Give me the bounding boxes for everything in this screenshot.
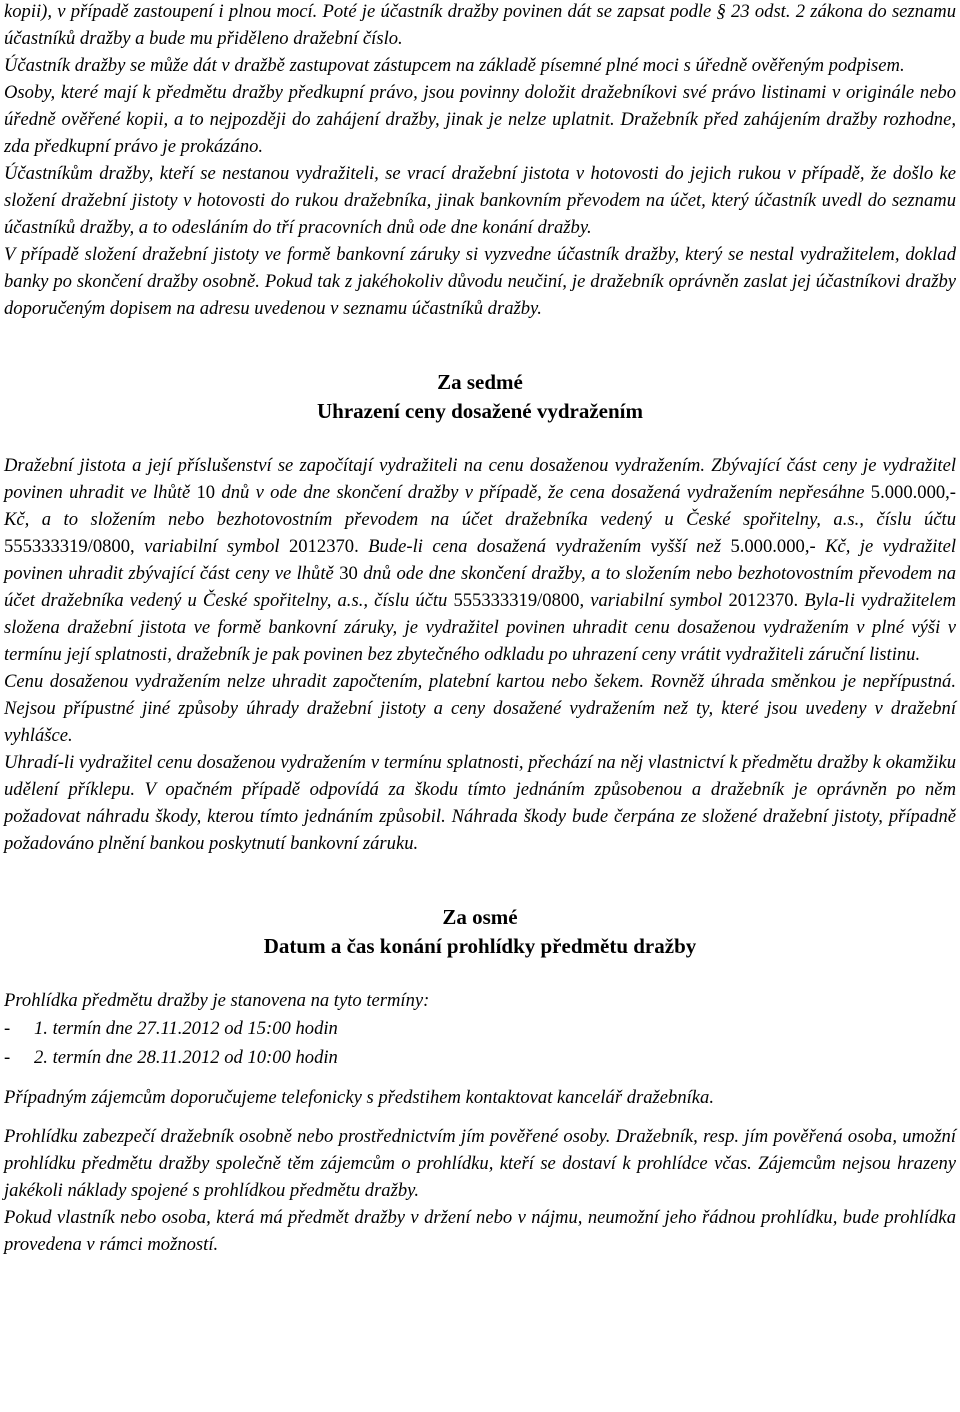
paragraph-inspection-limits: Pokud vlastník nebo osoba, která má předmět dražby v držení nebo v nájmu, neumožní jeho řádnou prohlídku, bude prohlídka provedena v rámci možností. xyxy=(4,1207,956,1255)
paragraph-ownership-transfer: Uhradí-li vydražitel cenu dosaženou vydražením v termínu splatnosti, přechází na něj vlastnictví k předmětu dražby k okamžiku udělení příklepu. V opačném případě odpovídá za škodu tímto jednáním způsobenou a dražebník je oprávněn po něm požadovat náhradu škody, kterou tímto jednáním způsobil. Náhrada škody bude čerpána ze složené dražební jistoty, případně požadováno plnění bankou poskytnutí bankovní záruku. xyxy=(4,752,956,854)
section-heading-number: Za sedmé xyxy=(437,370,523,394)
paragraph-contact-advice: Případným zájemcům doporučujeme telefonicky s předstihem kontaktovat kancelář dražebníka. xyxy=(4,1087,714,1108)
paragraph-inspection-procedure: Prohlídku zabezpečí dražebník osobně nebo prostřednictvím jím pověřené osoby. Dražebník, resp. jím pověřená osoba, umožní prohlídku předmětu dražby společně těm zájemcům o prohlídku, kteří se dostaví k prohlídce včas. Zájemcům nejsou hrazeny jakékoli náklady spojené s prohlídkou předmětu dražby. xyxy=(4,1126,956,1201)
paragraph-bank-guarantee: V případě složení dražební jistoty ve formě bankovní záruky si vyzvedne účastník dražby, který se nestal vydražitelem, doklad banky po skončení dražby osobně. Pokud tak z jakéhokoliv důvodu neučiní, je dražebník oprávněn zaslat jej účastníkovi dražby doporučeným dopisem na adresu uvedenou v seznamu účastníků dražby. xyxy=(4,244,956,319)
section-heading-number: Za osmé xyxy=(442,905,518,929)
list-dash: - xyxy=(4,1047,11,1068)
paragraph-preemption-right: Osoby, které mají k předmětu dražby předkupní právo, jsou povinny doložit dražebníkovi své právo listinami v originále nebo úředně ověřené kopii, a to nejpozději do zahájení dražby, jinak je nelze uplatnit. Dražebník před zahájením dražby rozhodne, zda předkupní právo je prokázáno. xyxy=(4,82,956,157)
paragraph-payment-restrictions: Cenu dosaženou vydražením nelze uhradit započtením, platební kartou nebo šekem. Rovněž úhrada směnkou je nepřípustná. Nejsou přípustné jiné způsoby úhrady dražební jistoty a ceny dosažené vydražením než ty, které jsou uvedeny v dražební vyhlášce. xyxy=(4,671,956,746)
paragraph-representation: Účastník dražby se může dát v dražbě zastupovat zástupcem na základě písemné plné moci s úředně ověřeným podpisem. xyxy=(4,55,905,76)
section-heading-title: Uhrazení ceny dosažené vydražením xyxy=(316,399,644,423)
inspection-term-item xyxy=(4,1014,956,1043)
document-page xyxy=(4,0,956,1258)
paragraph-registration: kopii), v případě zastoupení i plnou mocí. Poté je účastník dražby povinen dát se zapsat podle § 23 odst. 2 zákona do seznamu účastníků dražby a bude mu přiděleno dražební číslo. xyxy=(4,1,956,49)
inspection-term-item xyxy=(4,1043,956,1072)
paragraph-inspection-intro: Prohlídka předmětu dražby je stanovena na tyto termíny: xyxy=(4,990,430,1011)
section-heading-title: Datum a čas konání prohlídky předmětu dražby xyxy=(263,934,697,958)
paragraph-deposit-return: Účastníkům dražby, kteří se nestanou vydražiteli, se vrací dražební jistota v hotovosti do jejich rukou v případě, že došlo ke složení dražební jistoty v hotovosti do rukou dražebníka, jinak bankovním převodem na účet, který účastník uvedl do seznamu účastníků dražby, a to odesláním do tří pracovních dnů ode dne konání dražby. xyxy=(4,163,956,238)
list-dash: - xyxy=(4,1018,11,1039)
inspection-term-text: 1. termín dne 27.11.2012 od 15:00 hodin xyxy=(34,1018,338,1039)
inspection-term-text: 2. termín dne 28.11.2012 od 10:00 hodin xyxy=(34,1047,338,1068)
paragraph-price-payment: Dražební jistota a její příslušenství se započítají vydražiteli na cenu dosaženou vydražením. Zbývající část ceny je vydražitel povinen uhradit ve lhůtě 10 dnů v ode dne skončení dražby v případě, že cena dosažená vydražením nepřesáhne 5.000.000,- Kč, a to složením nebo bezhotovostním převodem na účet dražebníka vedený u České spořitelny, a.s., číslu účtu 555333319/0800, variabilní symbol 2012370. Bude-li cena dosažená vydražením vyšší než 5.000.000,- Kč, je vydražitel povinen uhradit zbývající část ceny ve lhůtě 30 dnů ode dne skončení dražby, a to složením nebo bezhotovostním převodem na účet dražebníka vedený u České spořitelny, a.s., číslu účtu 555333319/0800, variabilní symbol 2012370. Byla-li vydražitelem složena dražební jistota ve formě bankovní záruky, je vydražitel povinen uhradit cenu dosaženou vydražením v plné výši v termínu její splatnosti, dražebník je pak povinen bez zbytečného odkladu po uhrazení ceny vrátit vydražiteli záruční listinu. xyxy=(4,455,957,665)
